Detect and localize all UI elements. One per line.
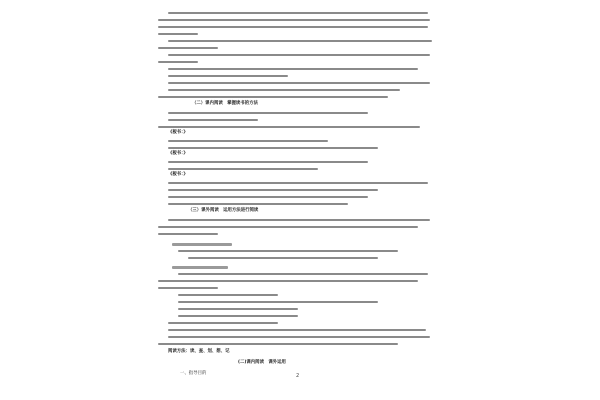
page-number: 2 — [296, 373, 300, 379]
document-page — [150, 8, 452, 392]
section-heading-2: （二）课内阅读 掌握读书的方法 — [192, 101, 258, 106]
activity-heading: (二)课内阅读 课外运用 — [238, 360, 286, 365]
board-note-1: 《板书：》 — [168, 130, 188, 135]
closing-item: 一、指导目的 — [180, 371, 207, 376]
board-note-3: 《板书：》 — [168, 172, 188, 177]
summary-line: 阅读方法：读、查、划、想、记 — [168, 349, 230, 354]
section-heading-3: （三）课外阅读 运用方法进行阅读 — [188, 208, 259, 213]
board-note-2: 《板书：》 — [168, 151, 188, 156]
